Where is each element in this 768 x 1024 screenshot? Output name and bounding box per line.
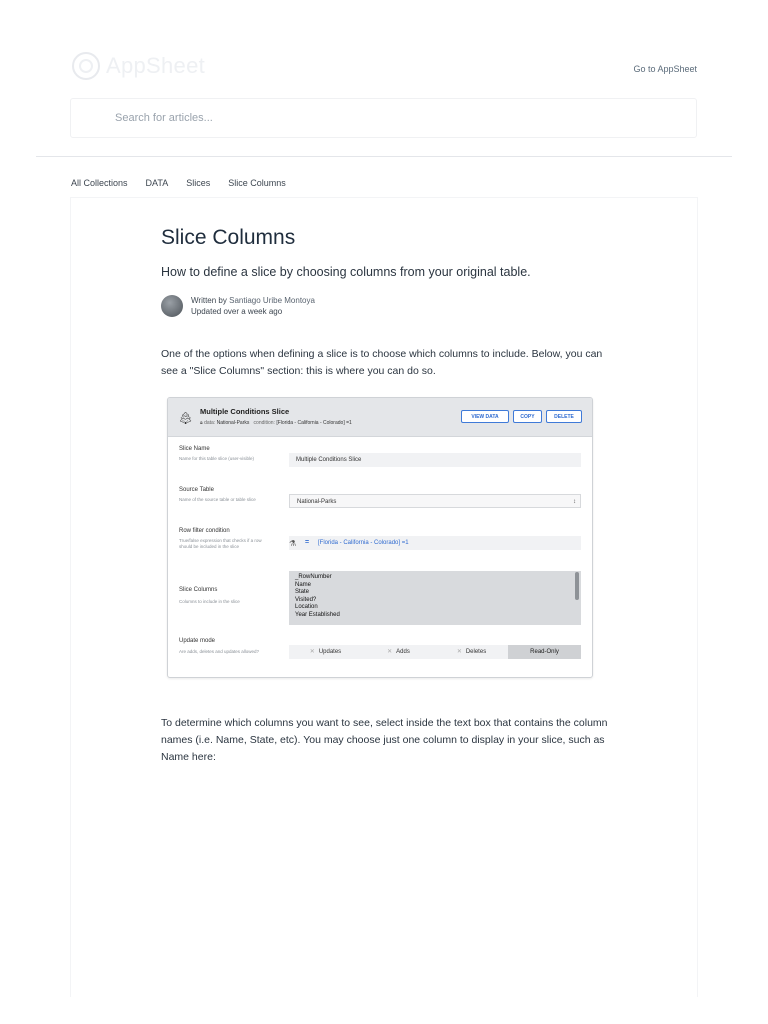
delete-button[interactable]: DELETE [546, 410, 582, 423]
slice-name-help: Name for this table slice (user-visible) [179, 456, 255, 461]
header-divider [36, 156, 732, 157]
list-item[interactable]: Name [295, 581, 312, 588]
source-table-select[interactable] [289, 494, 581, 508]
equals-icon: = [305, 539, 310, 546]
article-subtitle: How to define a slice by choosing columns from your original table. [161, 265, 531, 279]
slice-editor-screenshot [167, 397, 593, 678]
meta-cond-label: condition: [253, 420, 275, 426]
author-prefix: Written by [191, 296, 227, 305]
tree-icon: 🌲︎ [178, 411, 194, 425]
updated-text: Updated over a week ago [191, 307, 283, 316]
meta-data-label: data: [204, 420, 216, 426]
close-icon: ✕ [309, 649, 315, 655]
row-filter-help: True/false expression that checks if a row should be included in the slice [179, 538, 262, 549]
update-mode-updates[interactable] [289, 645, 362, 659]
flask-icon[interactable]: ⚗︎ [289, 539, 297, 548]
breadcrumb-all-collections[interactable]: All Collections [71, 178, 128, 188]
close-icon: ✕ [387, 649, 393, 655]
search-input[interactable] [113, 111, 617, 125]
update-mode-read-only[interactable]: Read-Only [508, 645, 581, 659]
row-filter-label: Row filter condition [179, 528, 230, 534]
list-item[interactable]: Visited? [295, 596, 317, 603]
view-data-button[interactable]: VIEW DATA [461, 410, 509, 423]
update-mode-option-label: Adds [396, 649, 410, 655]
breadcrumb-data[interactable]: DATA [145, 178, 169, 188]
slice-name-label: Slice Name [179, 446, 210, 452]
breadcrumb-slices[interactable]: Slices [186, 178, 211, 188]
source-table-label: Source Table [179, 487, 214, 493]
row-filter-expression: [Florida - California - Colorado] =1 [318, 540, 409, 546]
slice-columns-listbox[interactable] [289, 571, 581, 625]
breadcrumb [71, 178, 286, 188]
list-item[interactable]: State [295, 589, 310, 595]
update-mode-label: Update mode [179, 638, 216, 644]
avatar [161, 295, 183, 317]
breadcrumb-current: Slice Columns [228, 178, 286, 188]
logo-icon [72, 52, 100, 80]
appsheet-logo[interactable] [72, 52, 205, 80]
slice-name-field[interactable]: Multiple Conditions Slice [289, 453, 581, 467]
meta-cond-value: [Florida - California - Colorado] =1 [276, 420, 352, 426]
select-arrow-icon: ↕ [573, 499, 576, 505]
slice-meta: 🔒︎ data: National-Parks condition: [Florida - California - Colorado] =1 [200, 420, 352, 426]
update-mode-adds[interactable] [362, 645, 435, 659]
slice-columns-label: Slice Columns [179, 587, 218, 593]
source-table-help: Name of the source table or table slice [179, 497, 256, 502]
list-item[interactable]: Location [295, 604, 318, 610]
go-to-appsheet-link[interactable]: Go to AppSheet [633, 64, 697, 74]
meta-data-value: National-Parks [216, 420, 250, 426]
slice-columns-help: Columns to include in the slice [179, 599, 240, 604]
article-paragraph-2: To determine which columns you want to see, select inside the text box that contains the column names (i.e. Name, State, etc). You may choose just one column to display in your slice, such as Name here: [161, 717, 608, 763]
close-icon: ✕ [456, 649, 462, 655]
list-item[interactable]: _RowNumber [295, 574, 332, 580]
list-item[interactable]: Year Established [295, 611, 340, 618]
scrollbar[interactable] [575, 572, 579, 600]
slice-title: Multiple Conditions Slice [200, 407, 290, 416]
article-paragraph-1: One of the options when defining a slice is to choose which columns to include. Below, you can see a "Slice Columns" section: this is where you can do so. [161, 348, 603, 377]
slice-header [168, 398, 592, 437]
update-mode-option-label: Deletes [465, 649, 487, 655]
update-mode-help: Are adds, deletes and updates allowed? [179, 649, 260, 654]
author-info [161, 295, 315, 317]
source-table-value: National-Parks [297, 499, 337, 505]
site-header [0, 0, 768, 158]
update-mode-deletes[interactable] [435, 645, 508, 659]
copy-button[interactable]: COPY [513, 410, 542, 423]
author-name: Santiago Uribe Montoya [229, 296, 315, 305]
search-bar[interactable] [70, 98, 697, 138]
page-title: Slice Columns [161, 226, 296, 249]
update-mode-option-label: Updates [318, 649, 342, 655]
logo-text: AppSheet [106, 53, 206, 78]
